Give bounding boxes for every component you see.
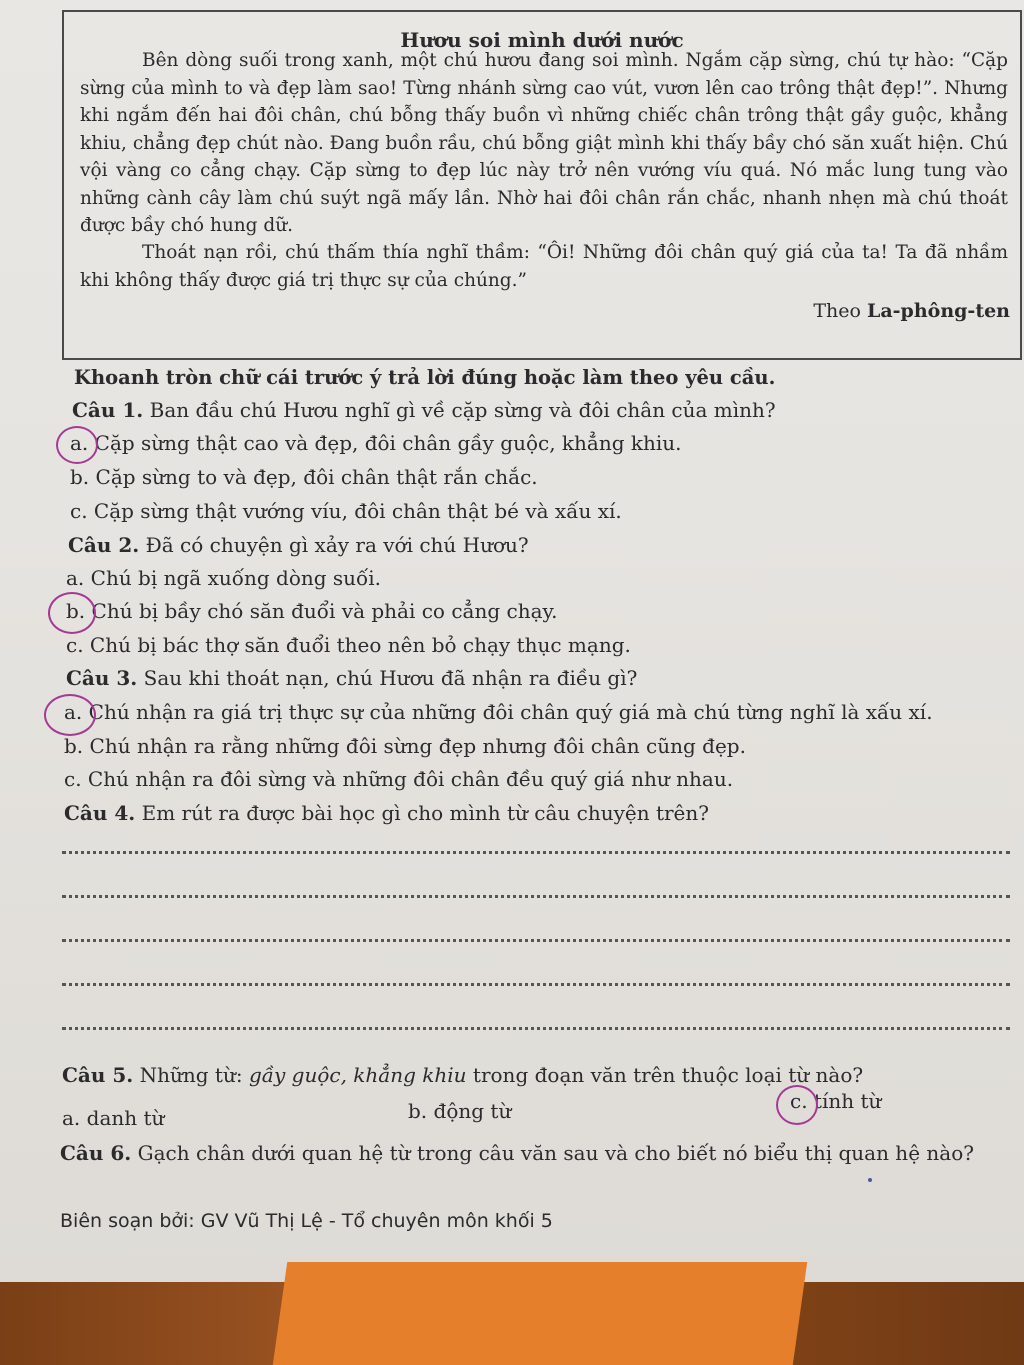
answer-circle-q3 (44, 694, 96, 736)
question-5 (62, 1063, 863, 1087)
q3-option-a[interactable]: a. Chú nhận ra giá trị thực sự của những đôi chân quý giá mà chú từng nghĩ là xấu xí. (64, 700, 933, 724)
question-6-text: Gạch chân dưới quan hệ từ trong câu văn sau và cho biết nó biểu thị quan hệ nào? (137, 1141, 974, 1165)
q3-option-c[interactable]: c. Chú nhận ra đôi sừng và những đôi chân đều quý giá như nhau. (64, 767, 734, 791)
answer-line-2[interactable] (62, 895, 1010, 898)
q5-option-c[interactable]: c. tính từ (790, 1089, 882, 1113)
q3-option-b[interactable]: b. Chú nhận ra rằng những đôi sừng đẹp nhưng đôi chân cũng đẹp. (64, 734, 746, 758)
question-4-text: Em rút ra được bài học gì cho mình từ câu chuyện trên? (141, 801, 709, 825)
question-4 (64, 801, 709, 825)
question-4-label: Câu 4. (64, 801, 136, 825)
question-6-label: Câu 6. (60, 1141, 132, 1165)
answer-circle-q2 (48, 592, 96, 634)
question-6 (60, 1141, 974, 1165)
question-5-text-before: Những từ: (139, 1063, 249, 1087)
question-1-text: Ban đầu chú Hươu nghĩ gì về cặp sừng và đôi chân của mình? (149, 398, 776, 422)
q2-option-a[interactable]: a. Chú bị ngã xuống dòng suối. (66, 566, 382, 590)
story-source-prefix: Theo (813, 300, 861, 322)
question-2-label: Câu 2. (68, 533, 140, 557)
footer-author: Biên soạn bởi: GV Vũ Thị Lệ - Tổ chuyên môn khối 5 (60, 1210, 553, 1232)
question-3-label: Câu 3. (66, 666, 138, 690)
question-3 (66, 666, 637, 690)
q1-option-a[interactable]: a. Cặp sừng thật cao và đẹp, đôi chân gầy guộc, khẳng khiu. (70, 431, 682, 455)
orange-sheet (273, 1262, 807, 1365)
question-3-text: Sau khi thoát nạn, chú Hươu đã nhận ra điều gì? (143, 666, 638, 690)
question-5-text-italic: gầy guộc, khẳng khiu (248, 1063, 467, 1087)
story-title: Hươu soi mình dưới nước (400, 28, 684, 52)
question-5-text-after: trong đoạn văn trên thuộc loại từ nào? (466, 1063, 864, 1087)
ink-dot (868, 1178, 872, 1182)
q5-option-b[interactable]: b. động từ (408, 1099, 512, 1123)
story-paragraph-2: Thoát nạn rồi, chú thấm thía nghĩ thầm: “Ôi! Những đôi chân quý giá của ta! Ta đã nhầm khi không thấy được giá trị thực sự của chúng.” (80, 242, 1008, 291)
answer-line-1[interactable] (62, 851, 1010, 854)
question-1-label: Câu 1. (72, 398, 144, 422)
story-source-author: La-phông-ten (867, 300, 1010, 322)
instructions: Khoanh tròn chữ cái trước ý trả lời đúng hoặc làm theo yêu cầu. (74, 366, 776, 389)
question-5-label: Câu 5. (62, 1063, 134, 1087)
answer-circle-q5 (776, 1085, 818, 1125)
question-2-text: Đã có chuyện gì xảy ra với chú Hươu? (145, 533, 529, 557)
answer-line-4[interactable] (62, 983, 1010, 986)
question-2 (68, 533, 529, 557)
answer-line-5[interactable] (62, 1027, 1010, 1030)
story-source (813, 300, 1010, 322)
story-paragraph-1: Bên dòng suối trong xanh, một chú hươu đang soi mình. Ngắm cặp sừng, chú tự hào: “Cặp sừng của mình to và đẹp làm sao! Từng nhánh sừng cao vút, vươn lên cao trông thật đẹp!”. Nhưng khi ngắm đến hai đôi chân, chú bỗng thấy buồn vì những chiếc chân trông thật gầy guộc, khẳng khiu, chẳng đẹp chút nào. Đang buồn rầu, chú bỗng giật mình khi thấy bầy chó săn xuất hiện. Chú vội vàng co cẳng chạy. Cặp sừng to đẹp lúc này trở nên vướng víu quá. Nó mắc lung tung vào những cành cây làm chú suýt ngã mấy lần. Nhờ hai đôi chân rắn chắc, nhanh nhẹn mà chú thoát được bầy chó hung dữ. (80, 50, 1008, 236)
q5-option-a[interactable]: a. danh từ (62, 1106, 165, 1130)
question-1 (72, 398, 776, 422)
answer-line-3[interactable] (62, 939, 1010, 942)
answer-circle-q1 (56, 426, 98, 464)
q2-option-b[interactable]: b. Chú bị bầy chó săn đuổi và phải co cẳng chạy. (66, 599, 558, 623)
story-box (62, 10, 1022, 360)
q1-option-b[interactable]: b. Cặp sừng to và đẹp, đôi chân thật rắn chắc. (70, 465, 538, 489)
q2-option-c[interactable]: c. Chú bị bác thợ săn đuổi theo nên bỏ chạy thục mạng. (66, 633, 631, 657)
q1-option-c[interactable]: c. Cặp sừng thật vướng víu, đôi chân thật bé và xấu xí. (70, 499, 622, 523)
